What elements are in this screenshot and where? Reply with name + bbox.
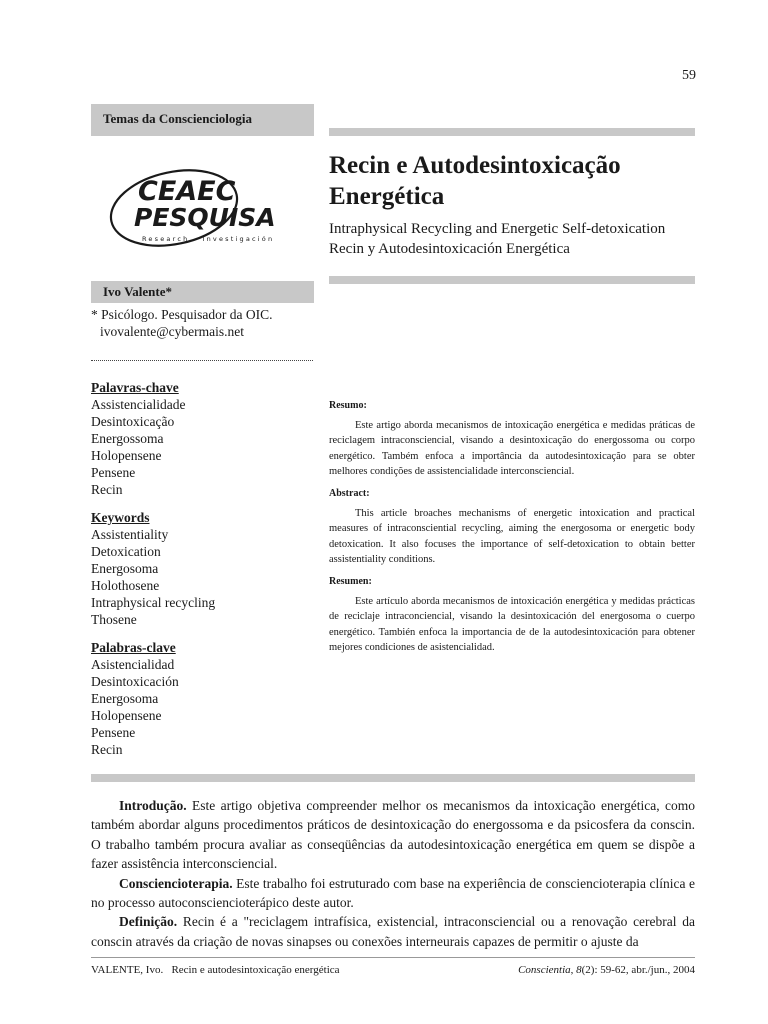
body-top-rule <box>91 774 695 782</box>
footer-citation: VALENTE, Ivo. Recin e autodesintoxicação energética <box>91 964 340 976</box>
title-line-1: Recin e Autodesintoxicação <box>329 152 621 179</box>
keyword-item: Desintoxicación <box>91 674 179 689</box>
keyword-item: Assistencialidade <box>91 397 186 412</box>
keyword-item: Assistentiality <box>91 527 169 542</box>
article-title <box>329 150 709 212</box>
author-bar <box>91 281 314 303</box>
keyword-item: Holothosene <box>91 578 160 593</box>
logo-word-1: CEAEC <box>138 176 236 207</box>
journal-volume: 8 <box>576 964 582 976</box>
keyword-item: Energosoma <box>91 691 159 706</box>
title-line-2: Energética <box>329 183 445 210</box>
author-affiliation <box>91 306 321 340</box>
keywords-es-heading: Palabras-clave <box>91 640 176 655</box>
abstract-pt <box>329 398 695 480</box>
paragraph-conscienciοterapia <box>91 874 695 913</box>
keyword-item: Energossoma <box>91 431 164 446</box>
affiliation-text: * Psicólogo. Pesquisador da OIC. <box>91 307 273 322</box>
keyword-item: Holopensene <box>91 708 162 723</box>
abstract-es <box>329 574 695 656</box>
abstract-pt-text: Este artigo aborda mecanismos de intoxicação energética e medidas práticas de reciclagem intraconsciencial, visando a desintoxicação do energossoma ou corpo energético. Também enfoca a importância da autodesintoxicação para se obter melhores condições de assistencialidade interconsciencial. <box>329 419 695 477</box>
keywords-pt-heading: Palavras-chave <box>91 380 179 395</box>
footer-rule <box>91 957 695 958</box>
keyword-item: Intraphysical recycling <box>91 595 216 610</box>
footer-journal: Conscientia, 8(2): 59-62, abr./jun., 2004 <box>518 964 695 976</box>
paragraph-text: Este trabalho foi estruturado com base na experiência de conscienciοterapia clínica e no processo autoconscienciοterápico deste autor. <box>91 875 695 911</box>
title-bottom-rule <box>329 276 695 284</box>
paragraph-text: Recin é a "reciclagem intrafísica, existencial, intraconsciencial ou a renovação cerebral da conscin através da criação de novas sinapses ou conexões interneurais capazes de permitir o ajuste da <box>91 914 695 949</box>
keyword-item: Holopensene <box>91 448 162 463</box>
keywords-pt <box>91 379 321 498</box>
section-label: Temas da Conscienciologia <box>103 111 253 126</box>
keyword-item: Recin <box>91 742 123 757</box>
abstract-en-label: Abstract: <box>329 488 370 499</box>
paragraph-lead: Introdução. <box>119 798 187 813</box>
logo-tagline: Research - Investigación <box>142 235 275 243</box>
paragraph-introducao <box>91 796 695 874</box>
keyword-item: Pensene <box>91 725 136 740</box>
subtitle-en: Intraphysical Recycling and Energetic Self-detoxication <box>329 221 666 237</box>
keyword-item: Thosene <box>91 612 137 627</box>
dotted-divider <box>91 360 313 361</box>
abstract-es-text: Este artículo aborda mecanismos de intoxicación energética y medidas prácticas de reciclaje intraconciencial, visando la desintoxicación del energosoma o cuerpo energético. También enfoca la importancia de de la autodesintoxicación para obtener mejores condiciones de asistencialidad. <box>329 595 695 653</box>
paragraph-text: Este artigo objetiva compreender melhor os mecanismos da intoxicação energética, como também abordar alguns procedimentos práticos de desintoxicação do energossoma e da psicosfera da conscin. O trabalho também procura avaliar as conseqüências da autodesintoxicação energética em quem se dispõe a fazer assistência interconsciencial. <box>91 798 695 872</box>
keyword-item: Desintoxicação <box>91 414 175 429</box>
paragraph-lead: Conscienciοterapia. <box>119 875 233 891</box>
body-text <box>91 796 695 951</box>
keywords-es <box>91 639 321 758</box>
abstract-pt-label: Resumo: <box>329 400 367 411</box>
keywords-en <box>91 509 321 628</box>
ceaec-logo <box>104 160 304 250</box>
keywords-en-heading: Keywords <box>91 510 150 525</box>
abstract-es-label: Resumen: <box>329 576 372 587</box>
journal-name: Conscientia <box>518 964 571 976</box>
title-top-rule <box>329 128 695 136</box>
page-number: 59 <box>682 68 696 83</box>
abstract-en-text: This article broaches mechanisms of energetic intoxication and practical measures of intraconsciential recycling, aiming the energosoma or energetic body detoxication. It also focuses the importance of self-detoxication to obtain better assistentiality conditions. <box>329 507 695 565</box>
keyword-item: Detoxication <box>91 544 161 559</box>
keyword-item: Energosoma <box>91 561 159 576</box>
paragraph-lead: Definição. <box>119 914 178 930</box>
keyword-item: Recin <box>91 482 123 497</box>
journal-issue: (2): 59-62, abr./jun., 2004 <box>581 964 695 976</box>
section-header <box>91 104 314 136</box>
keyword-item: Asistencialidad <box>91 657 175 672</box>
author-email[interactable]: ivovalente@cybermais.net <box>100 324 245 339</box>
subtitle-es: Recin y Autodesintoxicación Energética <box>329 241 570 257</box>
abstract-en <box>329 486 695 568</box>
author-name: Ivo Valente* <box>103 284 172 299</box>
logo-word-2: PESQUISA <box>134 203 276 232</box>
keyword-item: Pensene <box>91 465 136 480</box>
paragraph-definicao <box>91 912 695 951</box>
article-subtitles <box>329 219 709 259</box>
